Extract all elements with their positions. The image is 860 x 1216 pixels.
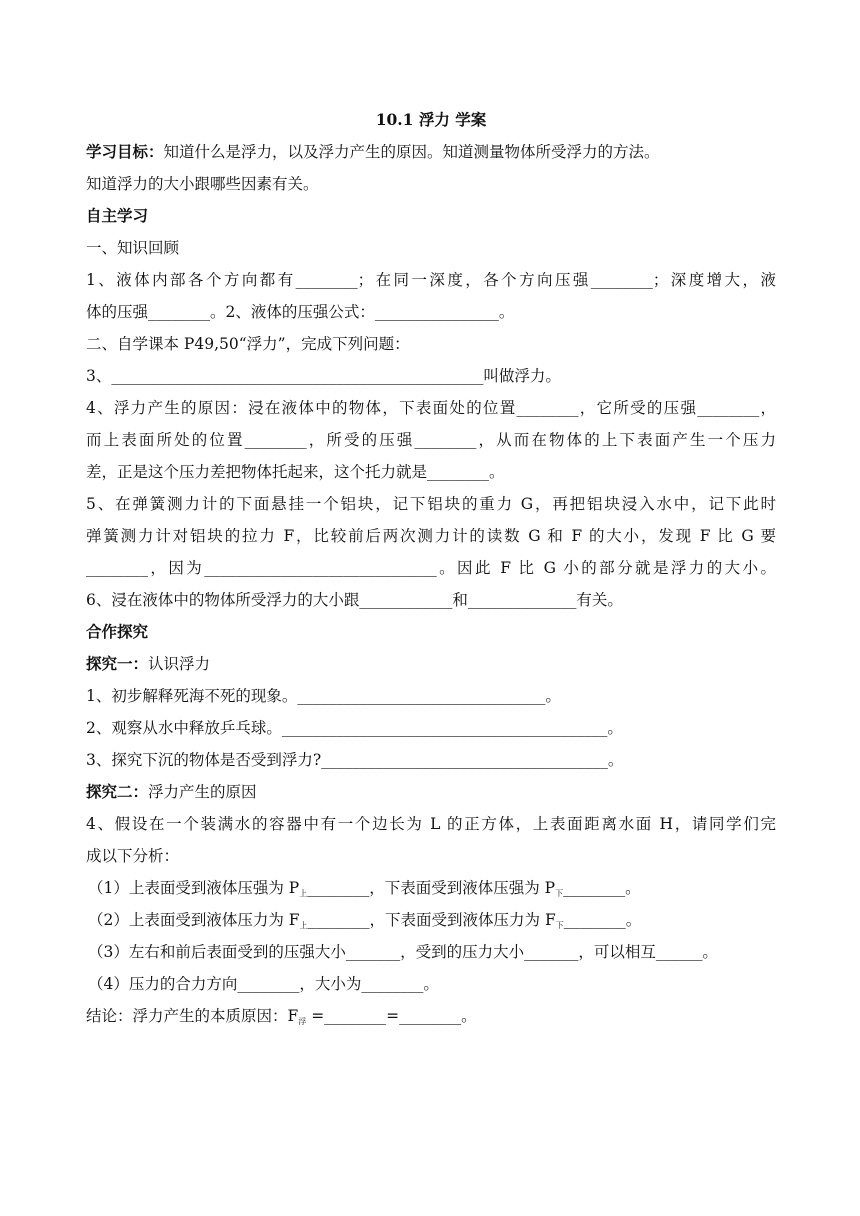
question-1-line-2: 体的压强________。2、液体的压强公式：________________。 (86, 303, 515, 321)
analysis-2-text-a: （2）上表面受到液体压力为 F (88, 911, 300, 929)
cooperation-heading: 合作探究 (86, 622, 149, 641)
explore-2-question-4-line-2: 成以下分析： (86, 847, 180, 865)
explore-1-title: 认识浮力 (148, 655, 211, 673)
learning-goals-line-1 (86, 136, 776, 168)
analysis-1-text-b: ________，下表面受到液体压强为 P (307, 879, 556, 897)
self-study-heading: 自主学习 (86, 206, 149, 225)
subscript-top: 上 (299, 921, 308, 930)
learning-goals-line-2: 知道浮力的大小跟哪些因素有关。 (86, 175, 319, 193)
explore-2-heading (86, 776, 776, 808)
question-5-line-2: 弹簧测力计对铝块的拉力 F，比较前后两次测力计的读数 G 和 F 的大小，发现 F 比 G 要 (86, 527, 776, 545)
knowledge-review-heading: 一、知识回顾 (86, 239, 180, 257)
subscript-bottom: 下 (555, 921, 564, 930)
explore-1-question-1: 1、初步解释死海不死的现象。________________________________。 (86, 687, 561, 705)
analysis-1-text-c: ________。 (563, 879, 641, 897)
textbook-study-heading: 二、自学课本 P49,50“浮力”，完成下列问题： (86, 335, 410, 353)
question-5-line-3: ________，因为______________________________。因此 F 比 G 小的部分就是浮力的大小。 (86, 559, 776, 577)
analysis-2 (86, 904, 776, 936)
subscript-bottom: 下 (555, 889, 564, 898)
explore-1-question-3: 3、探究下沉的物体是否受到浮力?_____________________________________。 (86, 751, 624, 769)
analysis-1-text-a: （1）上表面受到液体压强为 P (88, 879, 300, 897)
explore-1-question-2: 2、观察从水中释放乒乓球。__________________________________________。 (86, 719, 623, 737)
worksheet-page (86, 104, 776, 1032)
conclusion-text-a: 结论：浮力产生的本质原因：F (86, 1007, 299, 1025)
analysis-3: （3）左右和前后表面受到的压强大小_______，受到的压力大小_______，可以相互______。 (88, 943, 718, 961)
explore-2-label: 探究二： (86, 782, 149, 801)
analysis-2-text-c: ________。 (563, 911, 642, 929)
question-5-line-1: 5、在弹簧测力计的下面悬挂一个铝块，记下铝块的重力 G，再把铝块浸入水中，记下此时 (86, 495, 776, 513)
learning-goals-label: 学习目标： (86, 142, 164, 161)
page-title: 10.1 浮力 学案 (375, 110, 487, 129)
question-1-line-1: 1、液体内部各个方向都有________；在同一深度，各个方向压强________；深度增大，液 (86, 271, 776, 289)
explore-2-title: 浮力产生的原因 (148, 783, 257, 801)
conclusion-text-b: =________=________。 (306, 1007, 477, 1025)
explore-1-label: 探究一： (86, 654, 149, 673)
subscript-top: 上 (299, 889, 308, 898)
analysis-1 (86, 872, 776, 904)
analysis-2-text-b: ________，下表面受到液体压力为 F (307, 911, 556, 929)
question-4-line-2: 而上表面所处的位置________，所受的压强________，从而在物体的上下表面产生一个压力 (86, 431, 776, 449)
analysis-4: （4）压力的合力方向________，大小为________。 (88, 975, 439, 993)
subscript-buoyancy: 浮 (298, 1017, 307, 1026)
question-4-line-1: 4、浮力产生的原因：浸在液体中的物体，下表面处的位置________，它所受的压强________， (86, 399, 776, 417)
question-6: 6、浸在液体中的物体所受浮力的大小跟____________和______________有关。 (86, 591, 623, 609)
learning-goals-text-1: 知道什么是浮力，以及浮力产生的原因。知道测量物体所受浮力的方法。 (163, 143, 660, 161)
question-3: 3、________________________________________________叫做浮力。 (86, 367, 561, 385)
question-4-line-3: 差，正是这个压力差把物体托起来，这个托力就是________。 (86, 463, 505, 481)
explore-2-question-4-line-1: 4、假设在一个装满水的容器中有一个边长为 L 的正方体，上表面距离水面 H，请同学们完 (86, 815, 776, 833)
conclusion (86, 1000, 776, 1032)
explore-1-heading (86, 648, 776, 680)
